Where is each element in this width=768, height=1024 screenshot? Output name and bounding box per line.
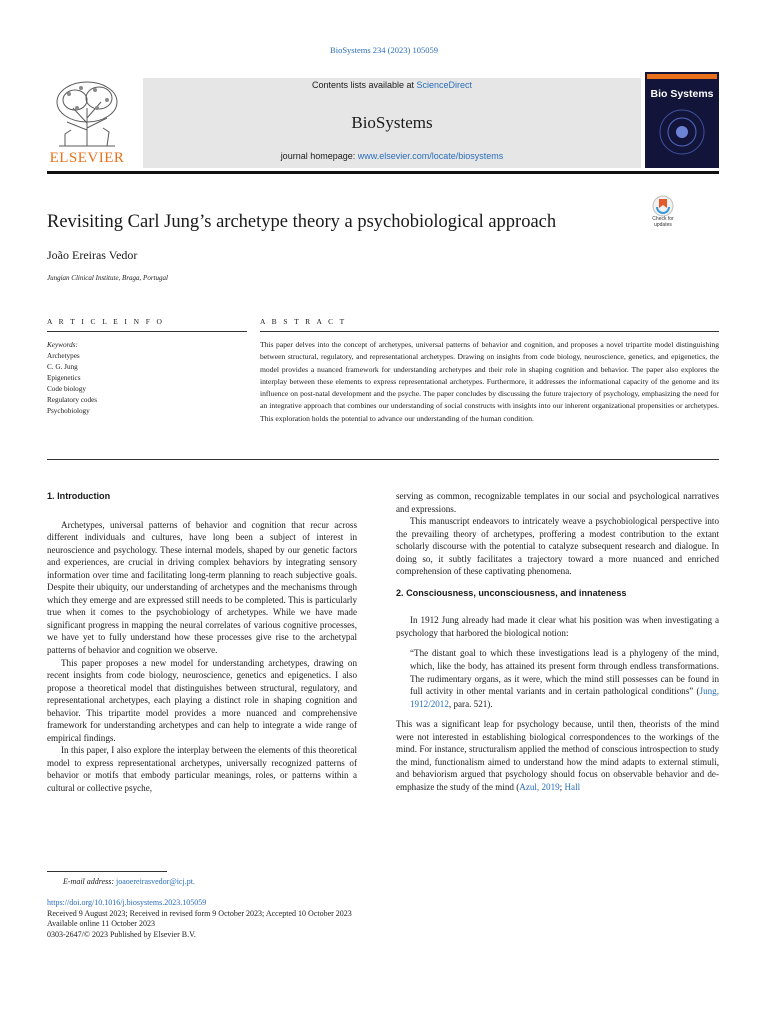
elsevier-wordmark: ELSEVIER bbox=[49, 150, 125, 166]
cover-title: Bio Systems bbox=[650, 88, 714, 100]
masthead bbox=[47, 72, 719, 172]
jung-quote: “The distant goal to which these investigations lead is a phylogeny of the mind, which, like the body, has attained its present form through endless transformations. The rudimentary organs, as it were, which the mind still possesses can be found in full activity in other mental variants and in certain pathological conditions” (Jung, 1912/2012, para. 521). bbox=[410, 648, 719, 709]
citation-link-azul[interactable]: Azul, 2019 bbox=[519, 781, 560, 792]
keyword-item: Psychobiology bbox=[47, 407, 90, 415]
doi-link[interactable]: https://doi.org/10.1016/j.biosystems.2023.105059 bbox=[47, 898, 207, 907]
keyword-item: Epigenetics bbox=[47, 374, 81, 382]
author-name: João Ereiras Vedor bbox=[47, 248, 138, 262]
elsevier-logo[interactable] bbox=[47, 72, 127, 168]
footnote-email bbox=[63, 877, 195, 886]
paper-title: Revisiting Carl Jung’s archetype theory a psychobiological approach bbox=[47, 212, 557, 232]
author-affiliation: Jungian Clinical Institute, Braga, Portugal bbox=[47, 274, 168, 282]
header-rule bbox=[47, 171, 719, 174]
citation-link-hall[interactable]: Hall bbox=[564, 781, 581, 792]
contents-line bbox=[143, 80, 641, 90]
section-heading-consciousness: 2. Consciousness, unconsciousness, and innateness bbox=[396, 587, 627, 598]
journal-citation[interactable]: BioSystems 234 (2023) 105059 bbox=[330, 45, 438, 55]
article-footer bbox=[47, 898, 352, 941]
homepage-prefix: journal homepage: bbox=[280, 151, 358, 161]
keyword-item: Archetypes bbox=[47, 352, 80, 360]
copyright: 0303-2647/© 2023 Published by Elsevier B.V. bbox=[47, 930, 196, 940]
author-email-link[interactable]: joaoereirasvedor@icj.pt. bbox=[116, 877, 195, 886]
abstract-heading: A B S T R A C T bbox=[260, 317, 347, 326]
keywords-label: Keywords: bbox=[47, 341, 78, 349]
abstract-text: This paper delves into the concept of archetypes, universal patterns of behavior and cognition, and proposes a novel tripartite model distinguishing between structural, regulatory, and representational archetypes. Drawing on insights from code biology, neuroscience, genetics, and epigenetics, the model provides a nuanced framework for understanding archetypes and their role in shaping cognition and behavior. The paper also explores the interplay between these elements to express representational archetypes. Furthermore, it addresses the informational capacity of the genome and its influence on post-natal development and the psyche. The paper concludes by discussing the future trajectory of psychology, emphasizing the need for an integrative approach that combines our understanding of social constructs with insights into our inherent organizational propensities or archetypes. This exploration holds the potential to advance our understanding of the human condition. bbox=[260, 340, 719, 423]
article-info-rule bbox=[47, 331, 247, 332]
homepage-link[interactable]: www.elsevier.com/locate/biosystems bbox=[357, 151, 504, 161]
body-paragraph: In this paper, I also explore the interplay between the elements of this theoretical model to express representational archetypes, universally recognized patterns of behavior or motifs that embody particular meanings, roles, or patterns within a cultural or collective psyche, bbox=[47, 745, 357, 794]
body-column-right bbox=[396, 490, 719, 793]
online-date: Available online 11 October 2023 bbox=[47, 919, 155, 929]
paragraph-text: This was a significant leap for psychology because, until then, theorists of the mind were not interested in establishing biological correspondences to the workings of the mind. For instance, structuralism applied the method of conscious introspection to study the mind, functionalism aimed to understand how the mind adapts to external stimuli, and behaviorism argued that psychology should focus on observable behavior and de-emphasize the study of the mind ( bbox=[396, 719, 719, 792]
keyword-item: Regulatory codes bbox=[47, 396, 98, 404]
body-paragraph: This paper proposes a new model for understanding archetypes, drawing on recent insights from code biology, neuroscience, genetics and epigenetics. I also propose a theoretical model that distinguishes between structural, regulatory, and representational archetypes, each playing a distinct role in shaping cognition and behavior. This tripartite model provides a more nuanced and comprehensive framework for understanding archetypes and can help to integrate a wide range of empirical findings. bbox=[47, 657, 357, 743]
body-column-left bbox=[47, 490, 357, 795]
keyword-item: Code biology bbox=[47, 385, 86, 393]
body-paragraph: Archetypes, universal patterns of behavior and cognition that recur across different individuals and cultures, have long been a subject of interest in neuroscience and psychology. These internal models, shaped by our genetic factors and experiences, are crucial in driving complex behaviors by integrating sensory information over time and facilitating long-term planning to reach subjective goals. Despite their ubiquity, our understanding of archetypes and the mechanisms through which they emerge and are expressed still needs to be completed. This is particularly true when it comes to the psychobiology of archetypes. While we have made significant progress in mapping the neural correlates of various cognitive processes, we have yet to fully understand how these processes give rise to the archetypal patterns of behavior and cognition we observe. bbox=[47, 519, 357, 656]
citation-link-jung[interactable]: Jung, 1912/2012 bbox=[410, 686, 719, 709]
journal-cover[interactable] bbox=[645, 72, 719, 168]
cover-graphic-icon bbox=[645, 72, 719, 168]
elsevier-tree-icon bbox=[49, 78, 125, 148]
check-for-updates-badge[interactable] bbox=[646, 195, 680, 231]
body-paragraph: This manuscript endeavors to intricately weave a psychobiological perspective into the prevailing theory of archetypes, proffering a modest contribution to the extant scholarly discourse with the potential to catalyze subsequent research and dialogue. In doing so, it subtly facilitates a trajectory toward a more nuanced and enriched comprehension of these captivating phenomena. bbox=[396, 516, 719, 577]
sciencedirect-link[interactable]: ScienceDirect bbox=[416, 80, 473, 90]
body-paragraph: This was a significant leap for psychology because, until then, theorists of the mind were not interested in establishing biological correspondences to the workings of the mind. For instance, structuralism applied the method of conscious introspection to study the mind, functionalism aimed to understand how the mind adapts to external stimuli, and behaviorism argued that psychology should focus on observable behavior and de-emphasize the study of the mind (Azul, 2019; Hall bbox=[396, 719, 719, 792]
section-heading-introduction: 1. Introduction bbox=[47, 491, 111, 501]
crossmark-label: Check for updates bbox=[652, 216, 674, 228]
received-dates: Received 9 August 2023; Received in revised form 9 October 2023; Accepted 10 October 2023 bbox=[47, 908, 352, 918]
quote-tail: para. 521). bbox=[453, 698, 493, 709]
article-info-heading: A R T I C L E I N F O bbox=[47, 317, 165, 326]
journal-name: BioSystems bbox=[351, 113, 433, 132]
homepage-line bbox=[143, 151, 641, 161]
body-paragraph-continued: serving as common, recognizable templates in our social and psychological narratives and expressions. bbox=[396, 491, 719, 514]
quote-text: “The distant goal to which these investigations lead is a phylogeny of the mind, which, like the body, has attained its present form through endless transformations. The rudimentary organs, as it were, which the mind still possesses can be found in full activity in other mental variants and in certain pathological conditions” bbox=[410, 648, 719, 697]
abstract-rule bbox=[260, 331, 719, 332]
keyword-item: C. G. Jung bbox=[47, 363, 78, 371]
crossmark-icon bbox=[646, 195, 680, 217]
front-matter-rule bbox=[47, 459, 719, 460]
email-label: E-mail address: bbox=[63, 877, 117, 886]
journal-info-box bbox=[143, 78, 641, 168]
keywords-block bbox=[47, 340, 247, 417]
contents-prefix: Contents lists available at bbox=[311, 80, 417, 90]
footnote-rule bbox=[47, 871, 167, 872]
body-paragraph: In 1912 Jung already had made it clear what his position was when investigating a psychology that harbored the biological notion: bbox=[396, 615, 719, 638]
